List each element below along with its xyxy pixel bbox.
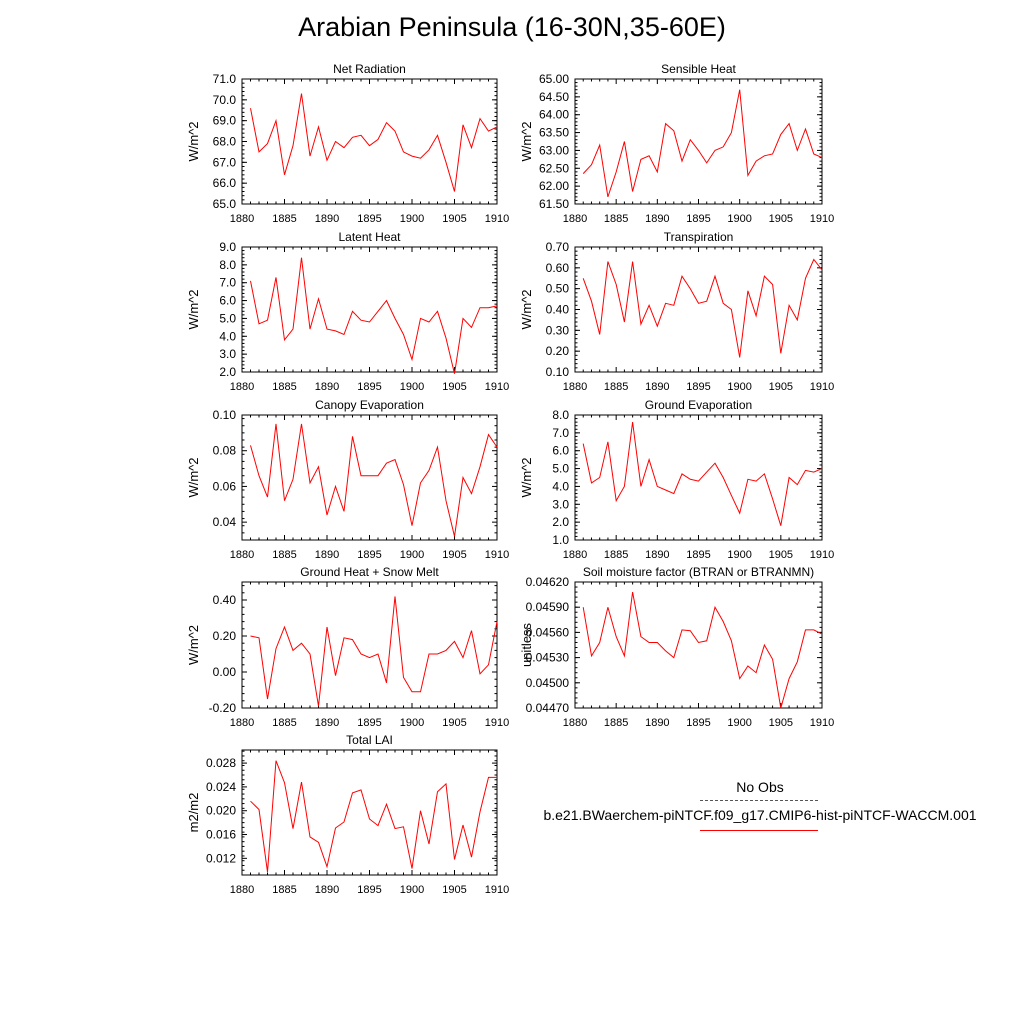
x-tick-label: 1910 xyxy=(484,884,510,896)
legend-line-model xyxy=(700,830,818,831)
x-tick-label: 1880 xyxy=(562,549,588,561)
y-axis-label: W/m^2 xyxy=(519,121,534,162)
y-tick-label: 70.0 xyxy=(212,92,236,107)
x-tick-label: 1910 xyxy=(484,549,510,561)
x-tick-label: 1890 xyxy=(314,884,340,896)
y-tick-label: 1.0 xyxy=(552,533,569,547)
y-tick-label: 0.04 xyxy=(212,515,236,530)
x-tick-label: 1900 xyxy=(399,717,425,729)
x-tick-label: 1885 xyxy=(603,549,629,561)
x-tick-label: 1880 xyxy=(562,381,588,393)
panel-title: Canopy Evaporation xyxy=(315,398,424,412)
panel-ground-heat-snow-melt xyxy=(186,565,509,729)
x-tick-label: 1910 xyxy=(484,717,510,729)
x-tick-label: 1880 xyxy=(229,213,255,225)
x-tick-label: 1885 xyxy=(272,884,297,896)
plot-frame xyxy=(242,79,497,204)
plot-frame xyxy=(242,582,497,708)
panel-soil-moisture-factor-btran-or-btranmn xyxy=(519,565,834,729)
x-tick-label: 1890 xyxy=(314,549,340,561)
y-tick-label: 2.0 xyxy=(219,365,236,379)
x-tick-label: 1880 xyxy=(562,717,588,729)
legend-label-model: b.e21.BWaerchem-piNTCF.f09_g17.CMIP6-hist-piNTCF-WACCM.001 xyxy=(543,807,977,823)
y-tick-label: 69.0 xyxy=(212,113,236,128)
series-line xyxy=(583,260,822,358)
x-tick-label: 1880 xyxy=(229,884,255,896)
series-line xyxy=(583,90,822,197)
y-tick-label: 65.00 xyxy=(538,72,569,86)
plot-frame xyxy=(575,415,822,540)
panel-net-radiation xyxy=(186,62,509,225)
y-tick-label: 64.00 xyxy=(538,107,569,122)
legend-label-no-obs: No Obs xyxy=(736,779,784,795)
plot-frame xyxy=(242,750,497,875)
series-line xyxy=(251,424,498,537)
series-line xyxy=(251,761,498,872)
y-tick-label: 8.0 xyxy=(552,408,569,422)
x-tick-label: 1905 xyxy=(442,884,467,896)
x-tick-label: 1900 xyxy=(727,381,752,393)
y-tick-label: 3.0 xyxy=(219,347,236,362)
panel-title: Ground Heat + Snow Melt xyxy=(300,565,439,579)
x-tick-label: 1890 xyxy=(314,381,340,393)
x-tick-label: 1905 xyxy=(768,549,794,561)
y-tick-label: 0.04470 xyxy=(525,701,569,715)
x-tick-label: 1900 xyxy=(399,884,425,896)
y-tick-label: 0.40 xyxy=(212,593,236,607)
x-tick-label: 1890 xyxy=(314,213,340,225)
x-tick-label: 1890 xyxy=(645,717,670,729)
y-tick-label: 64.50 xyxy=(538,89,569,104)
y-tick-label: 0.20 xyxy=(212,629,236,643)
panel-canopy-evaporation xyxy=(186,398,509,561)
x-tick-label: 1880 xyxy=(229,549,255,561)
x-tick-label: 1895 xyxy=(686,381,711,393)
y-tick-label: 9.0 xyxy=(219,240,236,254)
x-tick-label: 1900 xyxy=(399,213,425,225)
y-tick-label: 6.0 xyxy=(552,443,569,458)
y-tick-label: 0.028 xyxy=(205,756,236,771)
y-tick-label: 0.04500 xyxy=(525,675,569,690)
x-tick-label: 1905 xyxy=(768,213,794,225)
x-tick-label: 1910 xyxy=(809,549,835,561)
y-tick-label: 68.0 xyxy=(212,134,236,149)
y-tick-label: -0.20 xyxy=(208,701,236,715)
panel-total-lai xyxy=(186,733,509,896)
x-tick-label: 1885 xyxy=(272,549,297,561)
y-axis-label: W/m^2 xyxy=(186,121,201,162)
series-line xyxy=(251,258,498,374)
y-tick-label: 0.04590 xyxy=(525,600,569,615)
x-tick-label: 1885 xyxy=(272,381,297,393)
x-tick-label: 1885 xyxy=(603,717,629,729)
y-axis-label: W/m^2 xyxy=(519,457,534,498)
legend-line-no-obs xyxy=(700,800,818,801)
y-tick-label: 0.10 xyxy=(545,365,569,379)
y-tick-label: 4.0 xyxy=(219,329,236,344)
y-tick-label: 0.024 xyxy=(205,779,236,794)
x-tick-label: 1895 xyxy=(686,213,711,225)
y-tick-label: 0.012 xyxy=(205,851,236,866)
y-tick-label: 3.0 xyxy=(552,497,569,512)
y-tick-label: 0.20 xyxy=(545,344,569,359)
plot-frame xyxy=(242,415,497,540)
y-tick-label: 7.0 xyxy=(219,275,236,290)
panel-title: Soil moisture factor (BTRAN or BTRANMN) xyxy=(582,565,815,579)
x-tick-label: 1885 xyxy=(603,381,629,393)
y-axis-label: m2/m2 xyxy=(186,792,201,833)
x-tick-label: 1905 xyxy=(768,381,794,393)
x-tick-label: 1900 xyxy=(727,717,752,729)
y-axis-label: W/m^2 xyxy=(186,457,201,498)
y-tick-label: 0.50 xyxy=(545,281,569,296)
y-tick-label: 7.0 xyxy=(552,425,569,440)
x-tick-label: 1905 xyxy=(442,213,467,225)
x-tick-label: 1880 xyxy=(562,213,588,225)
plot-frame xyxy=(575,582,822,708)
y-tick-label: 0.04620 xyxy=(525,575,569,589)
panel-title: Sensible Heat xyxy=(661,62,736,76)
series-line xyxy=(583,422,822,526)
plot-frame xyxy=(575,247,822,372)
x-tick-label: 1910 xyxy=(809,213,835,225)
y-tick-label: 0.70 xyxy=(545,240,569,254)
y-axis-label: W/m^2 xyxy=(186,624,201,666)
y-tick-label: 8.0 xyxy=(219,257,236,272)
x-tick-label: 1895 xyxy=(357,381,382,393)
panel-sensible-heat xyxy=(519,62,834,225)
x-tick-label: 1910 xyxy=(809,381,835,393)
y-axis-label: W/m^2 xyxy=(519,289,534,330)
panel-title: Ground Evaporation xyxy=(644,398,753,412)
y-tick-label: 0.60 xyxy=(545,260,569,275)
x-tick-label: 1895 xyxy=(357,717,382,729)
x-tick-label: 1895 xyxy=(686,549,711,561)
x-tick-label: 1900 xyxy=(727,213,752,225)
y-tick-label: 62.50 xyxy=(538,161,569,176)
series-line xyxy=(251,94,498,192)
x-tick-label: 1890 xyxy=(645,381,670,393)
x-tick-label: 1885 xyxy=(272,717,297,729)
y-tick-label: 63.00 xyxy=(538,143,569,158)
y-tick-label: 71.0 xyxy=(212,72,236,86)
x-tick-label: 1905 xyxy=(442,549,467,561)
y-tick-label: 5.0 xyxy=(552,461,569,476)
x-tick-label: 1900 xyxy=(399,381,425,393)
x-tick-label: 1900 xyxy=(399,549,425,561)
x-tick-label: 1905 xyxy=(768,717,794,729)
x-tick-label: 1880 xyxy=(229,381,255,393)
panel-latent-heat xyxy=(186,230,509,393)
main-title: Arabian Peninsula (16-30N,35-60E) xyxy=(298,12,726,42)
y-tick-label: 5.0 xyxy=(219,311,236,326)
y-tick-label: 0.00 xyxy=(212,665,236,679)
y-tick-label: 0.30 xyxy=(545,323,569,338)
x-tick-label: 1895 xyxy=(357,884,382,896)
series-line xyxy=(251,596,498,706)
x-tick-label: 1895 xyxy=(357,213,382,225)
x-tick-label: 1890 xyxy=(314,717,340,729)
y-tick-label: 0.04530 xyxy=(525,650,569,665)
x-tick-label: 1900 xyxy=(727,549,752,561)
legend xyxy=(520,775,1000,835)
x-tick-label: 1895 xyxy=(357,549,382,561)
y-tick-label: 0.08 xyxy=(212,443,236,458)
y-axis-label: unitless xyxy=(519,622,534,668)
y-tick-label: 66.0 xyxy=(212,176,236,191)
x-tick-label: 1905 xyxy=(442,381,467,393)
y-axis-label: W/m^2 xyxy=(186,289,201,330)
y-tick-label: 62.00 xyxy=(538,179,569,194)
y-tick-label: 63.50 xyxy=(538,125,569,140)
y-tick-label: 67.0 xyxy=(212,155,236,170)
panel-transpiration xyxy=(519,230,834,393)
y-tick-label: 2.0 xyxy=(552,515,569,530)
panel-title: Transpiration xyxy=(663,230,734,244)
y-tick-label: 0.04560 xyxy=(525,625,569,640)
y-tick-label: 0.10 xyxy=(212,408,236,422)
y-tick-label: 65.0 xyxy=(212,197,236,211)
series-line xyxy=(583,592,822,708)
y-tick-label: 4.0 xyxy=(552,479,569,494)
x-tick-label: 1890 xyxy=(645,213,670,225)
x-tick-label: 1895 xyxy=(686,717,711,729)
x-tick-label: 1905 xyxy=(442,717,467,729)
y-tick-label: 0.020 xyxy=(205,803,236,818)
x-tick-label: 1910 xyxy=(809,717,835,729)
x-tick-label: 1880 xyxy=(229,717,255,729)
panel-ground-evaporation xyxy=(519,398,834,561)
panel-title: Latent Heat xyxy=(338,230,401,244)
y-tick-label: 6.0 xyxy=(219,293,236,308)
panel-title: Net Radiation xyxy=(333,62,406,76)
x-tick-label: 1885 xyxy=(603,213,629,225)
y-tick-label: 0.06 xyxy=(212,479,236,494)
x-tick-label: 1890 xyxy=(645,549,670,561)
y-tick-label: 0.016 xyxy=(205,827,236,842)
y-tick-label: 0.40 xyxy=(545,302,569,317)
x-tick-label: 1885 xyxy=(272,213,297,225)
x-tick-label: 1910 xyxy=(484,213,510,225)
x-tick-label: 1910 xyxy=(484,381,510,393)
panel-title: Total LAI xyxy=(346,733,393,747)
y-tick-label: 61.50 xyxy=(538,197,569,211)
